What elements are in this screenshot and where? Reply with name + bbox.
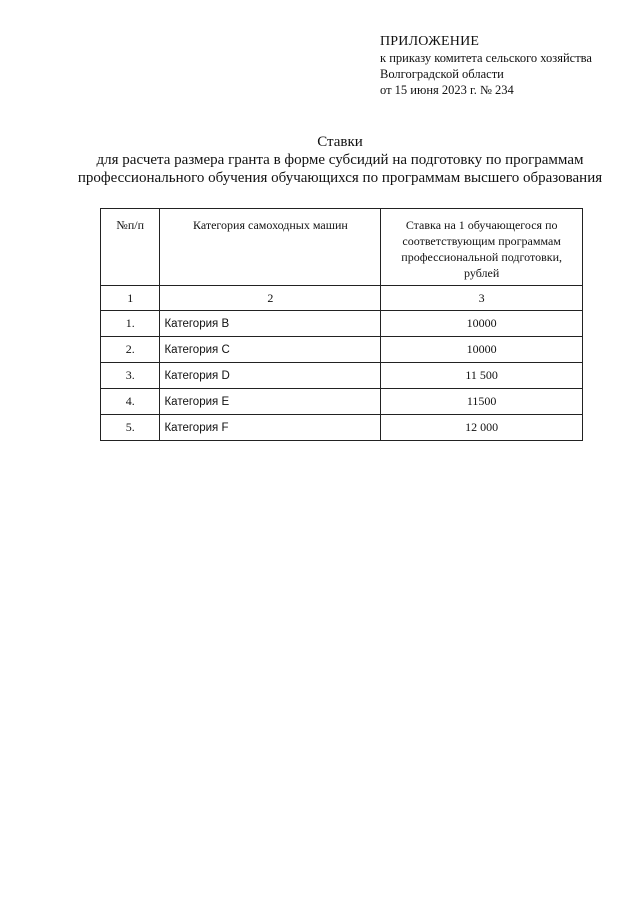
document-title: Ставки [317,134,363,150]
header-category: Категория самоходных машин [160,209,381,286]
table-column-index-row [101,286,583,311]
header-rate: Ставка на 1 обучающегося по соответствующим программам профессиональной подготовки, рублей [381,209,583,286]
header-number: №п/п [101,209,160,286]
row-number: 5. [101,415,160,441]
rates-table [100,208,583,441]
appendix-title: ПРИЛОЖЕНИЕ [380,34,480,49]
table-row [101,415,583,441]
table-row [101,337,583,363]
appendix-line-region: Волгоградской области [380,67,504,81]
row-number: 2. [101,337,160,363]
appendix-line-date: от 15 июня 2023 г. № 234 [380,83,514,97]
row-category: Категория F [160,415,381,441]
document-subtitle-line-1: для расчета размера гранта в форме субсидий на подготовку по программам [96,152,584,168]
row-rate: 11500 [381,389,583,415]
column-index-1: 1 [101,286,160,311]
row-number: 1. [101,311,160,337]
table-row [101,363,583,389]
row-category: Категория C [160,337,381,363]
row-category: Категория B [160,311,381,337]
document-heading [40,133,640,187]
table-row [101,389,583,415]
table-row [101,311,583,337]
row-rate: 11 500 [381,363,583,389]
row-rate: 12 000 [381,415,583,441]
table-header-row [101,209,583,286]
appendix-line-order: к приказу комитета сельского хозяйства [380,51,592,65]
document-subtitle-line-2: профессионального обучения обучающихся по программам высшего образования [77,170,603,186]
row-rate: 10000 [381,337,583,363]
row-number: 4. [101,389,160,415]
row-rate: 10000 [381,311,583,337]
row-number: 3. [101,363,160,389]
column-index-3: 3 [381,286,583,311]
column-index-2: 2 [160,286,381,311]
row-category: Категория D [160,363,381,389]
row-category: Категория E [160,389,381,415]
appendix-block [380,34,592,98]
